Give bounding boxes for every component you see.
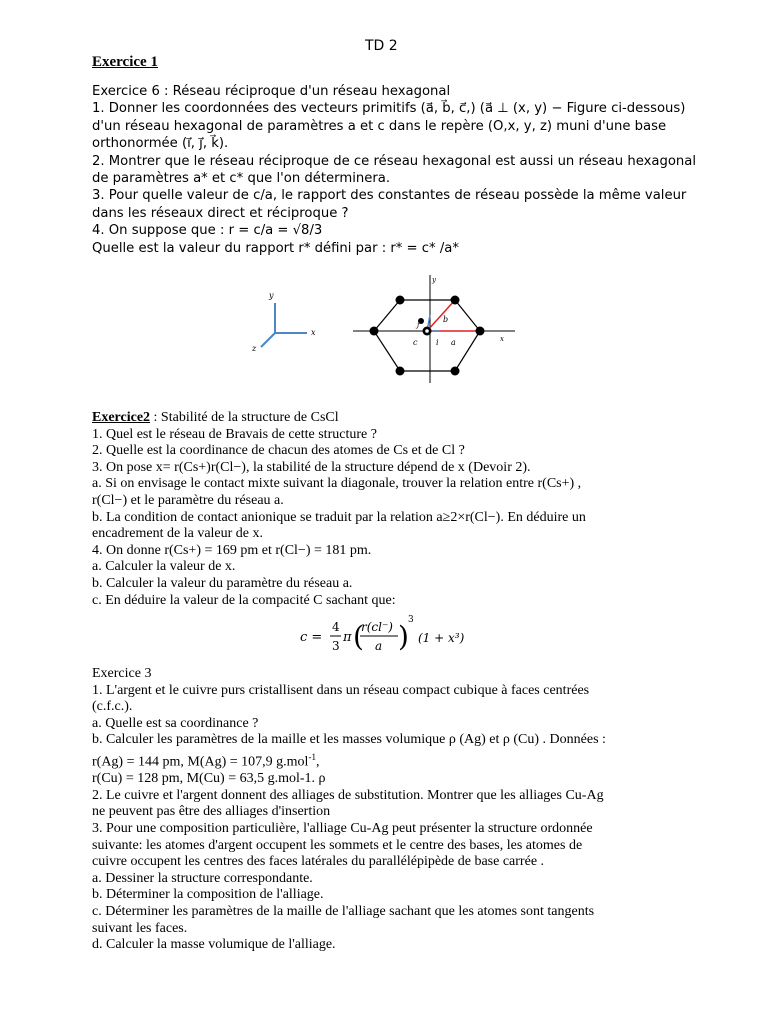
- ex1-line: dans les réseaux direct et réciproque ?: [92, 205, 349, 221]
- ex3-sup: -1: [308, 751, 316, 762]
- ex3-line: d. Calculer la masse volumique de l'alliage.: [92, 937, 336, 953]
- axis-label-x-right: x: [500, 335, 504, 343]
- ex3-line: r(Cu) = 128 pm, M(Cu) = 63,5 g.mol-1. ρ: [92, 771, 326, 787]
- page-title: TD 2: [365, 38, 398, 54]
- axis-label-y-right: y: [432, 276, 436, 284]
- exercise-1-heading: Exercice 1: [92, 54, 158, 70]
- svg-text:(: (: [353, 620, 364, 653]
- formula-frac-num: r(cl⁻): [361, 620, 393, 634]
- ex2-line: a. Calculer la valeur de x.: [92, 559, 236, 575]
- atom: [396, 296, 405, 305]
- ex1-line: orthonormée (i⃗, j⃗, k⃗).: [92, 136, 229, 152]
- ex3-line: suivant les faces.: [92, 920, 188, 936]
- vector-label-a: a: [451, 338, 456, 347]
- ex1-line: de paramètres a* et c* que l'on déterminera.: [92, 171, 391, 187]
- ex3-line: b. Déterminer la composition de l'alliage.: [92, 887, 324, 903]
- ex3-line: ne peuvent pas être des alliages d'insertion: [92, 804, 331, 820]
- exercise-2-heading-rest: : Stabilité de la structure de CsCl: [150, 410, 339, 425]
- exercise-3-heading: Exercice 3: [92, 666, 152, 681]
- atom: [451, 367, 460, 376]
- ex3-line-ag: [92, 749, 692, 771]
- ex2-line: a. Si on envisage le contact mixte suivant la diagonale, trouver la relation entre r(Cs+) ,: [92, 476, 582, 492]
- ex2-heading-line: [92, 410, 692, 427]
- ex1-line: d'un réseau hexagonal de paramètres a et c dans le repère (O,x, y, z) muni d'une base: [92, 118, 667, 134]
- ex1-line: 1. Donner les coordonnées des vecteurs primitifs (a⃗, b⃗, c⃗,) (a⃗ ⊥ (x, y) − Figure ci-dessous): [92, 101, 686, 117]
- formula-frac-den: a: [375, 639, 383, 653]
- svg-text:): ): [398, 620, 409, 653]
- exercise-3-text: [92, 666, 692, 954]
- ex2-line: encadrement de la valeur de x.: [92, 526, 264, 542]
- vector-label-i: i: [436, 338, 439, 347]
- hexagon-diagram: [353, 275, 515, 383]
- exercise-2-heading: Exercice2: [92, 410, 151, 425]
- hexagonal-lattice-figure: [245, 265, 535, 390]
- ex3-line: suivante: les atomes d'argent occupent les sommets et le centre des bases, les atomes de: [92, 837, 583, 853]
- axes-triad: [251, 291, 316, 353]
- formula-coef-den: 3: [332, 639, 340, 653]
- ex1-line: 4. On suppose que : r = c/a = √8/3: [92, 223, 323, 239]
- ex3-line-ag-tail: ,: [315, 754, 320, 770]
- ex3-line: 1. L'argent et le cuivre purs cristallisent dans un réseau compact cubique à faces centrées: [92, 682, 590, 698]
- formula-tail: (1 + x³): [418, 631, 465, 645]
- vector-label-j: j: [417, 321, 420, 329]
- axis-label-z: z: [252, 344, 257, 353]
- formula-lhs: c =: [300, 630, 323, 645]
- ex2-line: b. Calculer la valeur du paramètre du réseau a.: [92, 575, 353, 591]
- ex3-line: a. Quelle est sa coordinance ?: [92, 715, 259, 731]
- formula-exp: 3: [408, 615, 414, 625]
- formula-coef-num: 4: [332, 620, 340, 634]
- ex1-line: 3. Pour quelle valeur de c/a, le rapport des constantes de réseau possède la même valeur: [92, 188, 687, 204]
- ex2-line: r(Cl−) et le paramètre du réseau a.: [92, 492, 284, 508]
- atom: [370, 327, 379, 336]
- formula-pi: π: [343, 630, 352, 645]
- compacity-formula: [298, 612, 478, 660]
- atom: [451, 296, 460, 305]
- vector-label-c: c: [413, 338, 418, 347]
- ex3-line-ag-text: r(Ag) = 144 pm, M(Ag) = 107,9 g.mol: [92, 754, 309, 770]
- exercise-1-text: [92, 83, 697, 257]
- atom: [476, 327, 485, 336]
- ex1-line: Exercice 6 : Réseau réciproque d'un réseau hexagonal: [92, 84, 451, 99]
- ex2-line: 3. On pose x= r(Cs+)r(Cl−), la stabilité de la structure dépend de x (Devoir 2).: [92, 459, 531, 475]
- ex2-line: 1. Quel est le réseau de Bravais de cette structure ?: [92, 426, 377, 442]
- ex2-line: 2. Quelle est la coordinance de chacun des atomes de Cs et de Cl ?: [92, 443, 465, 459]
- atom: [396, 367, 405, 376]
- ex2-line: b. La condition de contact anionique se traduit par la relation a≥2×r(Cl−). En déduire un: [92, 509, 586, 525]
- ex1-line: 2. Montrer que le réseau réciproque de ce réseau hexagonal est aussi un réseau hexagonal: [92, 153, 697, 169]
- exercise-2-text: [92, 410, 692, 609]
- ex3-line: 3. Pour une composition particulière, l'alliage Cu-Ag peut présenter la structure ordonnée: [92, 821, 593, 836]
- axis-label-y: y: [269, 291, 274, 300]
- ex3-line: c. Déterminer les paramètres de la maille de l'alliage sachant que les atomes sont tangents: [92, 903, 595, 919]
- ex3-line: cuivre occupent les centres des faces latérales du parallélépipède de base carrée .: [92, 854, 545, 870]
- axis-label-x: x: [311, 328, 316, 337]
- ex3-line: b. Calculer les paramètres de la maille et les masses volumique ρ (Ag) et ρ (Cu) . Données :: [92, 732, 606, 748]
- ex2-line: 4. On donne r(Cs+) = 169 pm et r(Cl−) = 181 pm.: [92, 542, 372, 558]
- ex3-line: (c.f.c.).: [92, 699, 133, 715]
- vector-label-b: b: [443, 315, 449, 324]
- ex3-line: 2. Le cuivre et l'argent donnent des alliages de substitution. Montrer que les alliages Cu-Ag: [92, 787, 604, 803]
- ex1-line: Quelle est la valeur du rapport r* défini par : r* = c* /a*: [92, 240, 459, 256]
- ex3-line: a. Dessiner la structure correspondante.: [92, 870, 313, 886]
- ex2-line: c. En déduire la valeur de la compacité C sachant que:: [92, 592, 396, 608]
